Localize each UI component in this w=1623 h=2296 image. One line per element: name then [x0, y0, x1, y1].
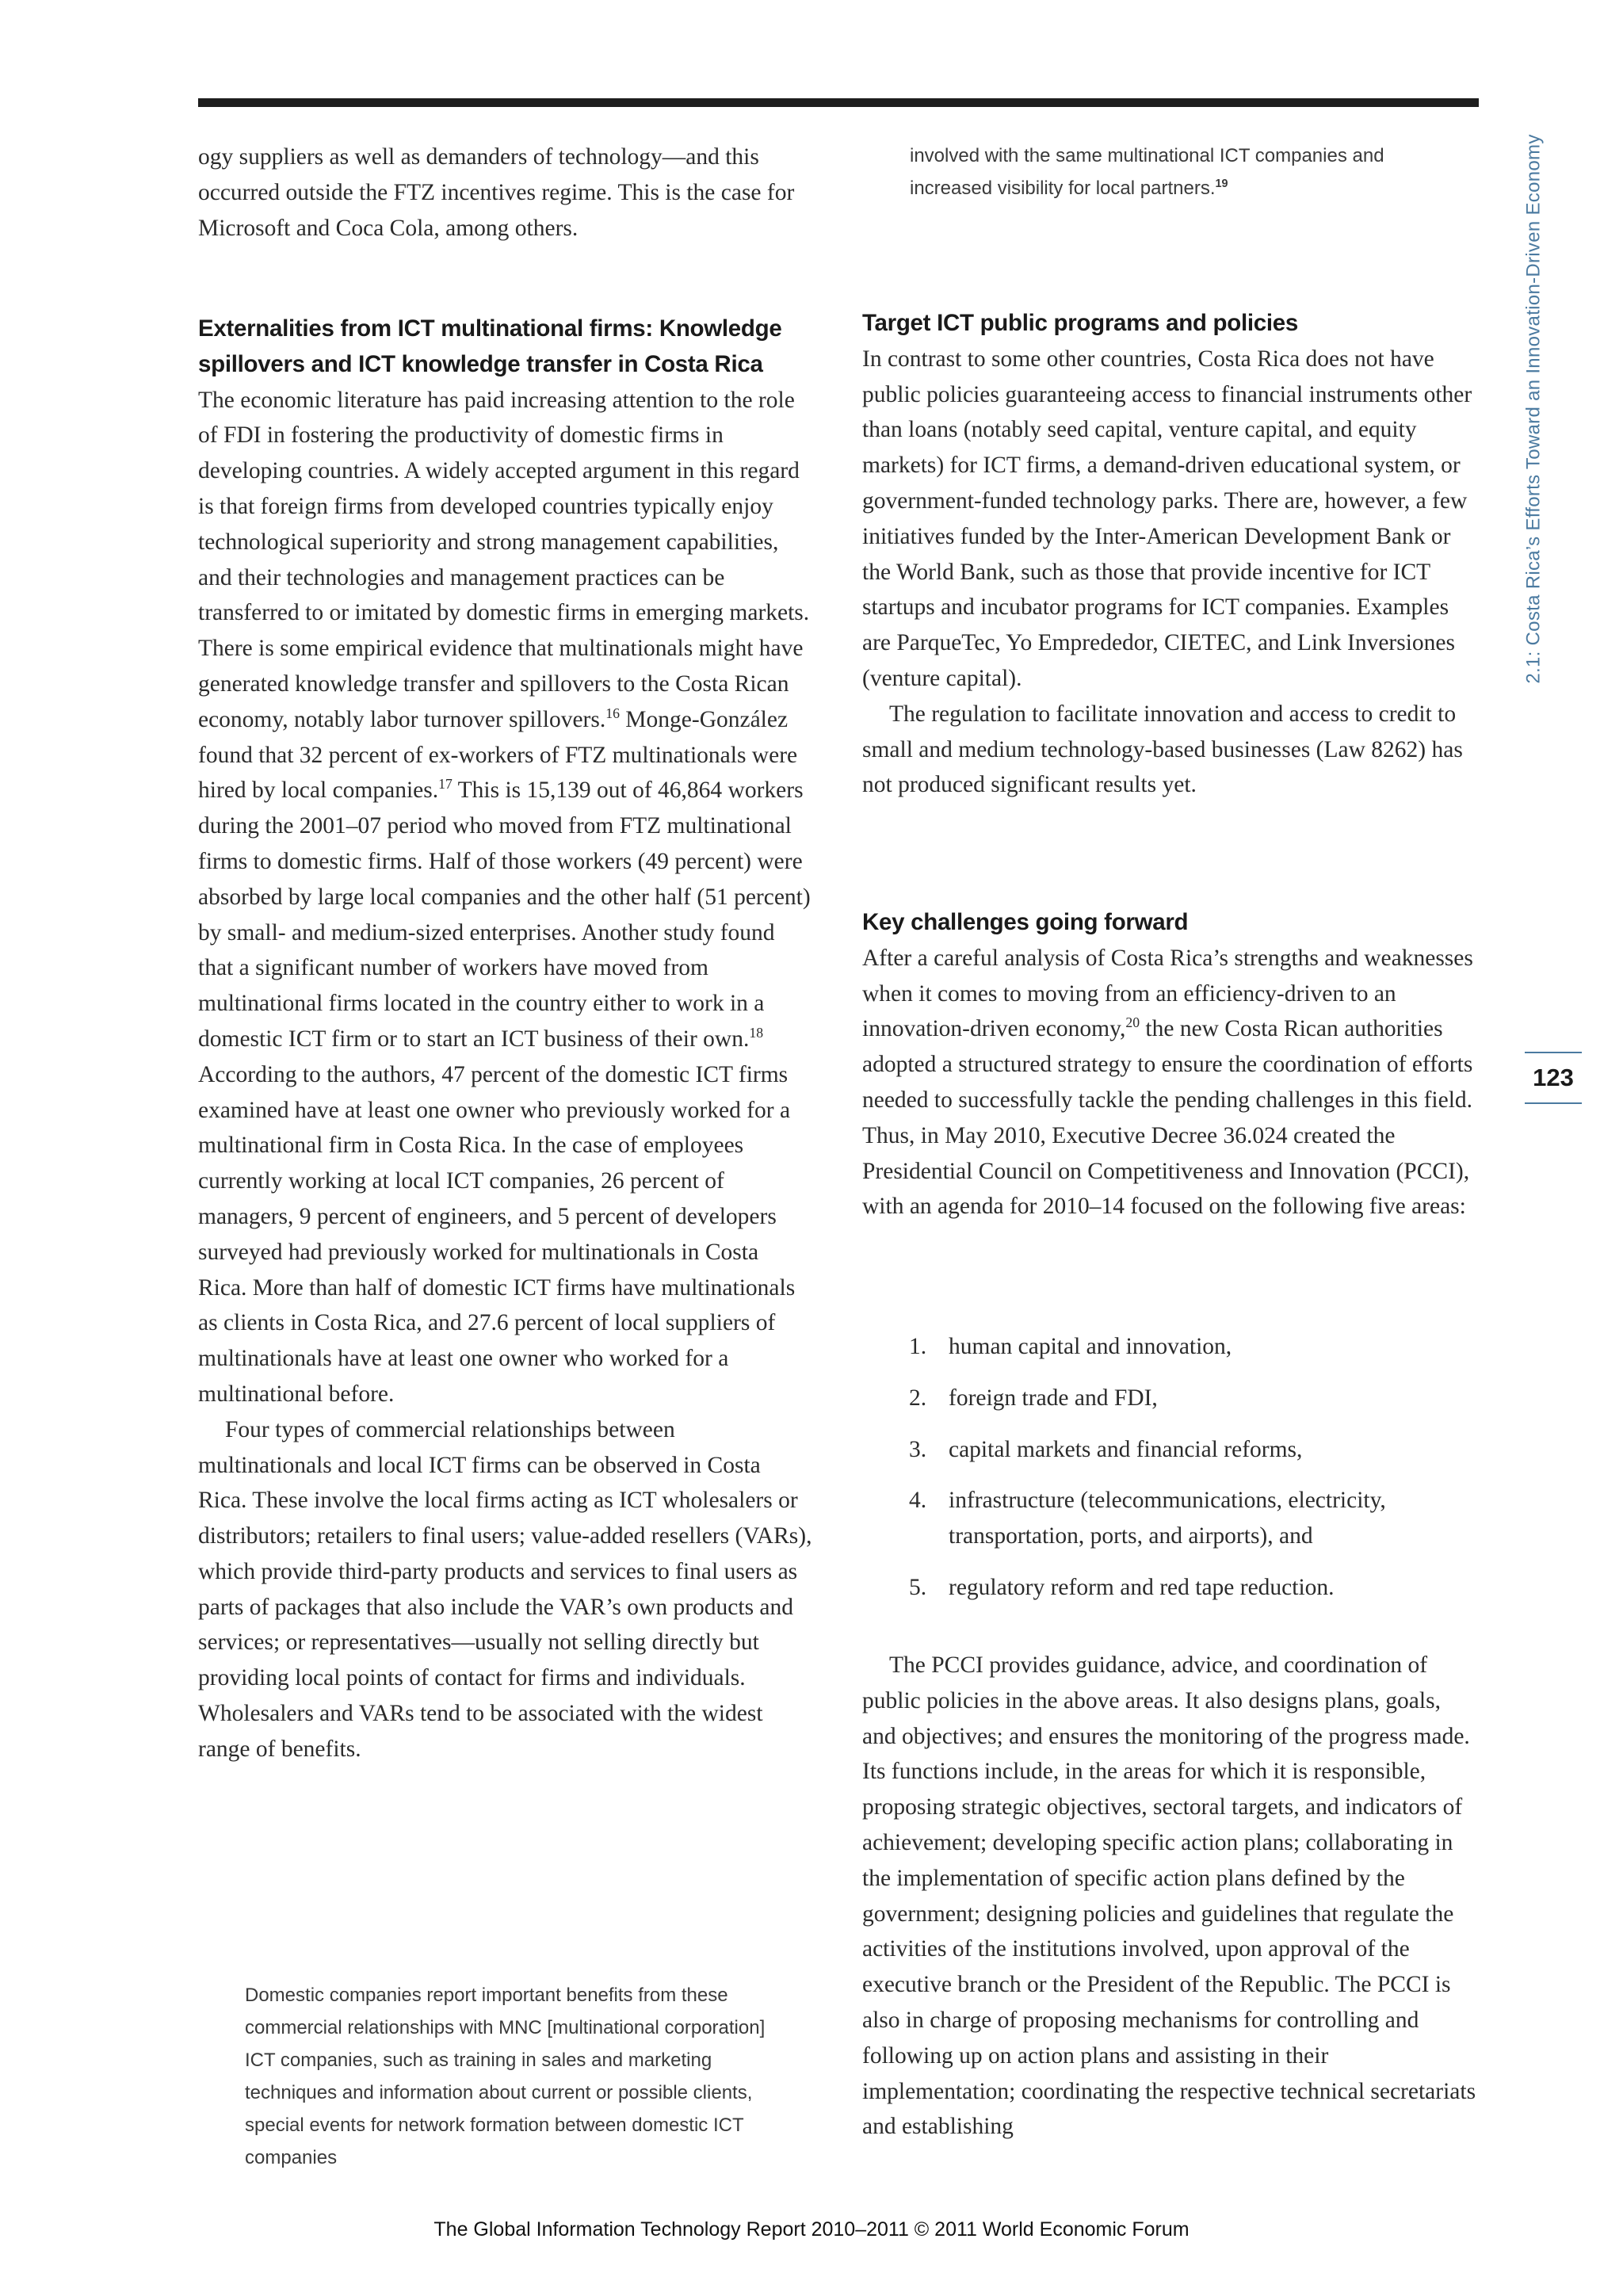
footnote-ref: 16	[605, 705, 620, 721]
right-section-target	[862, 306, 1479, 803]
paragraph-text: After a careful analysis of Costa Rica’s strengths and weaknesses when it comes to moving from an efficiency-driven to an innovation-driven economy,	[862, 945, 1473, 1042]
section-heading-challenges: Key challenges going forward	[862, 909, 1189, 935]
body-paragraph-pcci: The PCCI provides guidance, advice, and coordination of public policies in the above areas. It also designs plans, goals, and objectives; and ensures the monitoring of the progress made. Its functions include, in the areas for which it is responsible, proposing strategic objectives, sectoral targets, and indicators of achievement; developing specific action plans; collaborating in the implementation of specific action plans defined by the government; designing policies and guidelines that regulate the activities of the institutions involved, upon approval of the executive branch or the President of the Republic. The PCCI is also in charge of proposing mechanisms for controlling and following up on action plans and assisting in their implementation; coordinating the respective technical secretariats and establishing	[862, 1652, 1476, 2140]
body-paragraph	[862, 941, 1479, 1224]
footnote-ref: 18	[749, 1025, 764, 1041]
left-intro	[198, 139, 812, 246]
list-item	[909, 1432, 1480, 1468]
paragraph-text: The economic literature has paid increasing attention to the role of FDI in fostering the productivity of domestic firms in developing countries. A widely accepted argument in this regard is that foreign firms from developed countries typically enjoy technological superiority and strong management capabilities, and their technologies and management practices can be transferred to or imitated by domestic firms in emerging markets. There is some empirical evidence that multinationals might have generated knowledge transfer and spillovers to the Costa Rican economy, notably labor turnover spillovers.	[198, 387, 810, 732]
list-text: regulatory reform and red tape reduction.	[949, 1574, 1335, 1600]
chapter-title: 2.1: Costa Rica’s Efforts Toward an Innovation-Driven Economy	[1523, 133, 1545, 684]
right-section-challenges	[862, 905, 1479, 1224]
list-text: infrastructure (telecommunications, electricity, transportation, ports, and airports), and	[949, 1488, 1386, 1549]
footnote-ref: 17	[438, 776, 453, 793]
paragraph-text: the new Costa Rican authorities adopted a structured strategy to ensure the coordination of efforts needed to successfully tackle the pending challenges in this field. Thus, in May 2010, Executive Decree 36.024 created the Presidential Council on Competitiveness and Innovation (PCCI), with an agenda for 2010–14 focused on the following five areas:	[862, 1016, 1473, 1220]
list-number: 4.	[909, 1488, 927, 1514]
left-main	[198, 311, 812, 1767]
list-item	[909, 1570, 1480, 1606]
body-paragraph: The regulation to facilitate innovation and access to credit to small and medium technology-based businesses (Law 8262) has not produced significant results yet.	[862, 701, 1463, 798]
list-text: foreign trade and FDI,	[949, 1385, 1158, 1411]
block-quote-continued	[910, 139, 1450, 204]
list-text: human capital and innovation,	[949, 1334, 1232, 1359]
quote-text-span: involved with the same multinational ICT companies and increased visibility for local partners.	[910, 145, 1384, 199]
paragraph-text: According to the authors, 47 percent of the domestic ICT firms examined have at least one owner who previously worked for a multinational firm in Costa Rica. In the case of employees currently working at local ICT companies, 26 percent of managers, 9 percent of engineers, and 5 percent of developers surveyed had previously worked for multinationals in Costa Rica. More than half of domestic ICT firms have multinationals as clients in Costa Rica, and 27.6 percent of local suppliers of multinationals have at least one owner who worked for a multinational before.	[198, 1061, 796, 1407]
footnote-ref: 20	[1125, 1014, 1140, 1031]
list-item	[909, 1381, 1480, 1416]
body-paragraph	[198, 383, 812, 1412]
list-item	[909, 1483, 1480, 1554]
footnote-ref: 19	[1215, 178, 1228, 190]
chapter-title-bar	[1518, 94, 1550, 724]
list-item	[909, 1329, 1480, 1365]
paragraph-text: Monge-González found that 32 percent of ex-workers of FTZ multinationals were hired by local companies.	[198, 706, 798, 804]
section-heading-externalities: Externalities from ICT multinational firms: Knowledge spillovers and ICT knowledge transfer in Costa Rica	[198, 315, 782, 377]
list-text: capital markets and financial reforms,	[949, 1436, 1303, 1462]
block-quote	[245, 1979, 777, 2174]
list-number: 3.	[909, 1436, 927, 1462]
page-number: 123	[1533, 1064, 1574, 1091]
right-pcci	[862, 1648, 1479, 2145]
body-paragraph: In contrast to some other countries, Costa Rica does not have public policies guaranteeing access to financial instruments other than loans (notably seed capital, venture capital, and equity markets) for ICT firms, a demand-driven educational system, or government-funded technology parks. There are, however, a few initiatives funded by the Inter-American Development Bank or the World Bank, such as those that provide incentive for ICT startups and incubator programs for ICT companies. Examples are ParqueTec, Yo Emprededor, CIETEC, and Link Inversiones (venture capital).	[862, 346, 1472, 691]
list-number: 1.	[909, 1334, 927, 1359]
body-paragraph-commercial: Four types of commercial relationships between multinationals and local ICT firms can be observed in Costa Rica. These involve the local firms acting as ICT wholesalers or distributors; retailers to final users; value-added resellers (VARs), which provide third-party products and services to final users as parts of packages that also include the VAR’s own products and services; or representatives—usually not selling directly but providing local points of contact for firms and individuals. Wholesalers and VARs tend to be associated with the widest range of benefits.	[198, 1416, 812, 1762]
quote-text	[910, 139, 1450, 204]
paragraph-text: This is 15,139 out of 46,864 workers during the 2001–07 period who moved from FTZ multinational firms to domestic firms. Half of those workers (49 percent) were absorbed by large local companies and the other half (51 percent) by small- and medium-sized enterprises. Another study found that a significant number of workers have moved from multinational firms located in the country either to work in a domestic ICT firm or to start an ICT business of their own.	[198, 777, 811, 1052]
page-footer: The Global Information Technology Report 2010–2011 © 2011 World Economic Forum	[433, 2218, 1190, 2241]
intro-paragraph: ogy suppliers as well as demanders of technology—and this occurred outside the FTZ incentives regime. This is the case for Microsoft and Coca Cola, among others.	[198, 144, 795, 241]
areas-list-container	[909, 1329, 1480, 1622]
section-heading-target: Target ICT public programs and policies	[862, 310, 1298, 336]
top-rule	[198, 98, 1479, 107]
areas-list	[909, 1329, 1480, 1606]
page-number-rule-bottom	[1525, 1102, 1582, 1104]
page-number-rule-top	[1525, 1052, 1582, 1053]
list-number: 5.	[909, 1574, 927, 1600]
list-number: 2.	[909, 1385, 927, 1411]
quote-text: Domestic companies report important benefits from these commercial relationships with MNC [multinational corporation] ICT companies, such as training in sales and marketing techniques and information about current or possible clients, special events for network formation between domestic ICT companies	[245, 1985, 766, 2168]
